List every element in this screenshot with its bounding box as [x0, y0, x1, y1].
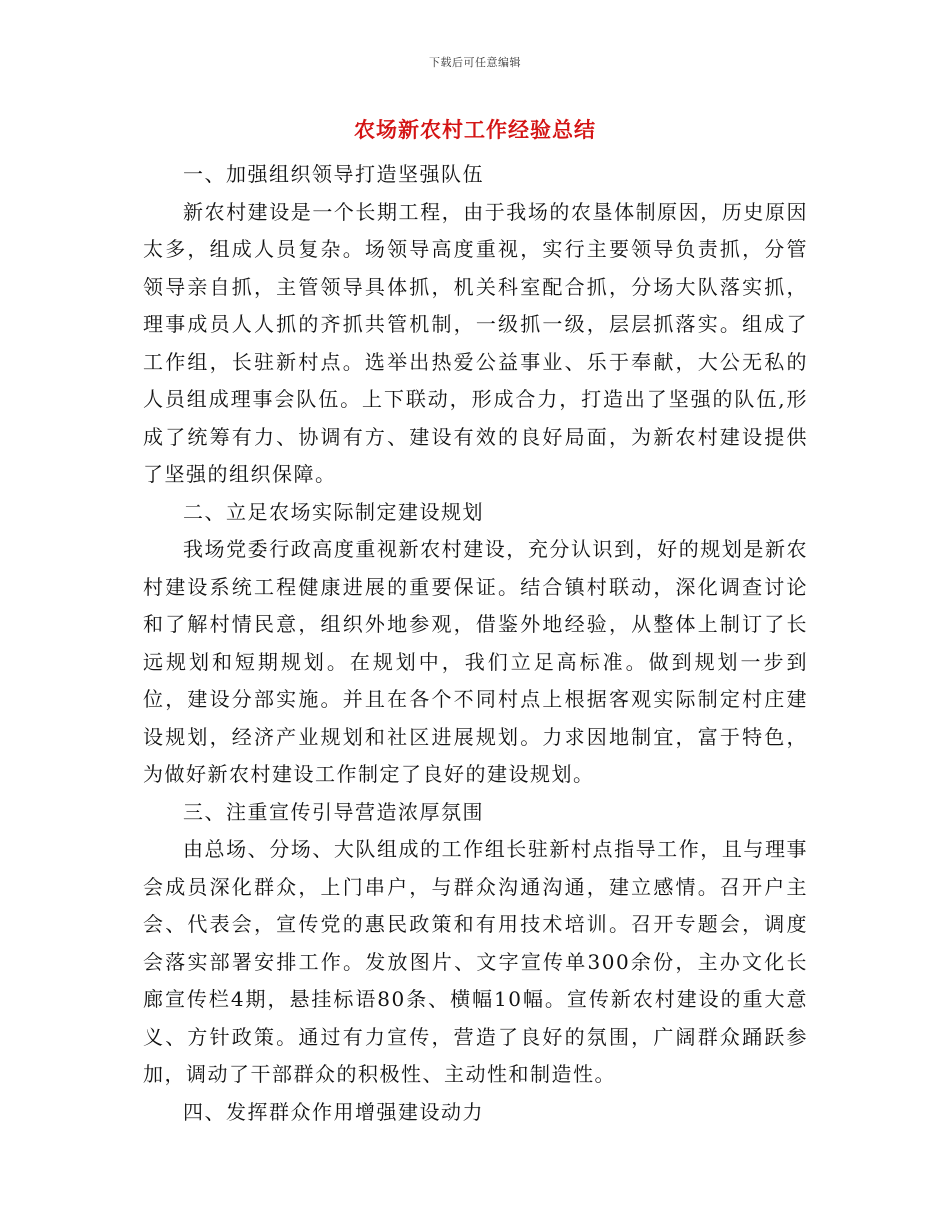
section-paragraph: 我场党委行政高度重视新农村建设，充分认识到，好的规划是新农村建设系统工程健康进展的重要保证。结合镇村联动，深化调查讨论和了解村情民意，组织外地参观，借鉴外地经验，从整体上制订了长远规划和短期规划。在规划中，我们立足高标准。做到规划一步到位，建设分部实施。并且在各个不同村点上根据客观实际制定村庄建设规划，经济产业规划和社区进展规划。力求因地制宜，富于特色，为做好新农村建设工作制定了良好的建设规划。: [143, 537, 808, 786]
page-header-note: 下载后可任意编辑: [429, 56, 521, 69]
document-body: [143, 156, 808, 1131]
section-paragraph: 新农村建设是一个长期工程，由于我场的农垦体制原因，历史原因太多，组成人员复杂。场领导高度重视，实行主要领导负责抓，分管领导亲自抓，主管领导具体抓，机关科室配合抓，分场大队落实抓，理事成员人人抓的齐抓共管机制，一级抓一级，层层抓落实。组成了工作组，长驻新村点。选举出热爱公益事业、乐于奉献，大公无私的人员组成理事会队伍。上下联动，形成合力，打造出了坚强的队伍,形成了统筹有力、协调有方、建设有效的良好局面，为新农村建设提供了坚强的组织保障。: [143, 199, 808, 486]
section-heading: 四、发挥群众作用增强建设动力: [183, 1099, 484, 1124]
section-heading: 一、加强组织领导打造坚强队伍: [183, 162, 484, 186]
section-heading: 三、注重宣传引导营造浓厚氛围: [183, 799, 484, 824]
section-paragraph: 由总场、分场、大队组成的工作组长驻新村点指导工作，且与理事会成员深化群众，上门串户，与群众沟通沟通，建立感情。召开户主会、代表会，宣传党的惠民政策和有用技术培训。召开专题会，调度会落实部署安排工作。发放图片、文字宣传单300余份，主办文化长廊宣传栏4期，悬挂标语80条、横幅10幅。宣传新农村建设的重大意义、方针政策。通过有力宣传，营造了良好的氛围，广阔群众踊跃参加，调动了干部群众的积极性、主动性和制造性。: [143, 837, 808, 1086]
document-title: 农场新农村工作经验总结: [354, 117, 596, 142]
section-heading: 二、立足农场实际制定建设规划: [183, 499, 484, 524]
